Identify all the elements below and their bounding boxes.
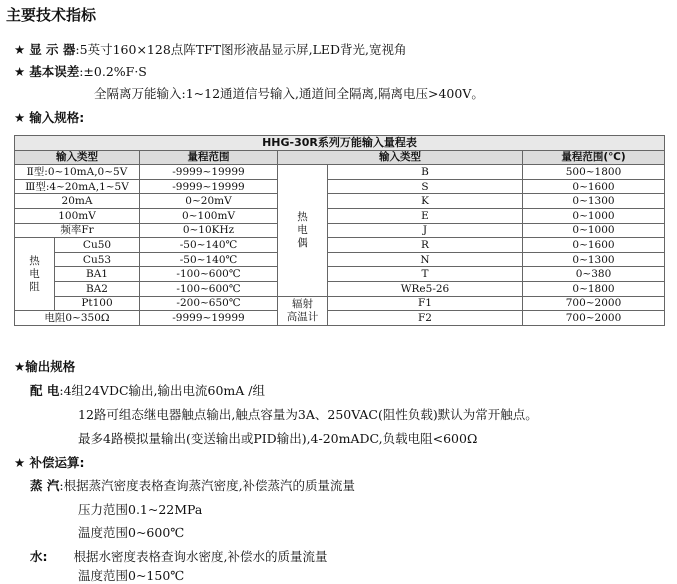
table-cell: 0~380 xyxy=(523,267,665,282)
table-cell: 0~100mV xyxy=(140,208,278,223)
power-line xyxy=(30,381,265,399)
range-table xyxy=(14,135,665,326)
table-row xyxy=(15,136,665,151)
output-heading: ★输出规格 xyxy=(14,359,76,374)
table-cell: 0~20mV xyxy=(140,194,278,209)
input-spec-heading xyxy=(14,108,84,126)
table-row xyxy=(15,194,665,209)
isolation-line: 全隔离万能输入:1~12通道信号输入,通道间全隔离,隔离电压>400V。 xyxy=(94,86,484,101)
table-cell: -9999~19999 xyxy=(140,165,278,180)
display-text: :5英寸160×128点阵TFT图形液晶显示屏,LED背光,宽视角 xyxy=(75,42,407,57)
table-cell: K xyxy=(328,194,523,209)
table-cell: BA1 xyxy=(55,267,140,282)
table-cell: 0~1000 xyxy=(523,208,665,223)
table-row xyxy=(15,252,665,267)
table-cell: 0~1800 xyxy=(523,281,665,296)
compensation-heading: ★ 补偿运算: xyxy=(14,455,85,470)
table-cell: 0~1600 xyxy=(523,179,665,194)
table-cell: 20mA xyxy=(15,194,140,209)
table-row xyxy=(15,238,665,253)
steam-label: 蒸 汽 xyxy=(30,478,60,493)
table-cell: Ⅱ型:0~10mA,0~5V xyxy=(15,165,140,180)
table-row xyxy=(15,223,665,238)
column-header: 量程范围 xyxy=(140,150,278,165)
star-icon: ★ xyxy=(14,42,26,57)
steam-temp: 温度范围0~600℃ xyxy=(78,525,185,540)
table-cell: 700~2000 xyxy=(523,296,665,311)
table-cell: N xyxy=(328,252,523,267)
error-label: 基本误差 xyxy=(29,64,80,79)
table-cell: R xyxy=(328,238,523,253)
table-cell: BA2 xyxy=(55,281,140,296)
table-cell: 0~1600 xyxy=(523,238,665,253)
input-spec-label: 输入规格: xyxy=(29,110,85,125)
water-text: 根据水密度表格查询水密度,补偿水的质量流量 xyxy=(73,549,328,564)
table-cell: -50~140℃ xyxy=(140,252,278,267)
error-line xyxy=(14,62,147,80)
table-row xyxy=(15,311,665,326)
table-row xyxy=(15,208,665,223)
table-cell: -100~600℃ xyxy=(140,267,278,282)
column-header: 量程范围(℃) xyxy=(523,150,665,165)
table-row xyxy=(15,296,665,311)
error-text: :±0.2%F·S xyxy=(79,64,147,79)
table-cell: Pt100 xyxy=(55,296,140,311)
steam-text: :根据蒸汽密度表格查询蒸汽密度,补偿蒸汽的质量流量 xyxy=(59,478,356,493)
table-cell: Ⅲ型:4~20mA,1~5V xyxy=(15,179,140,194)
table-cell: F2 xyxy=(328,311,523,326)
table-cell: 0~1000 xyxy=(523,223,665,238)
table-cell: 700~2000 xyxy=(523,311,665,326)
pyrometer-group-label: 辐射 高温计 xyxy=(278,296,328,325)
table-cell: J xyxy=(328,223,523,238)
water-line xyxy=(30,547,327,565)
table-row xyxy=(15,179,665,194)
table-cell: T xyxy=(328,267,523,282)
table-cell: S xyxy=(328,179,523,194)
steam-line xyxy=(30,476,355,494)
table-cell: 电阻0~350Ω xyxy=(15,311,140,326)
rtd-group-label: 热 电 阻 xyxy=(15,238,55,311)
table-cell: -9999~19999 xyxy=(140,311,278,326)
water-temp: 温度范围0~150℃ xyxy=(78,568,185,583)
table-cell: WRe5-26 xyxy=(328,281,523,296)
table-row xyxy=(15,150,665,165)
analog-line: 最多4路模拟量输出(变送输出或PID输出),4-20mADC,负载电阻<600Ω xyxy=(78,431,478,446)
water-label: 水: xyxy=(30,549,48,564)
table-cell: 0~10KHz xyxy=(140,223,278,238)
table-cell: -50~140℃ xyxy=(140,238,278,253)
table-cell: 频率Fr xyxy=(15,223,140,238)
table-cell: B xyxy=(328,165,523,180)
table-row xyxy=(15,165,665,180)
power-label: 配 电 xyxy=(30,383,60,398)
column-header: 输入类型 xyxy=(278,150,523,165)
table-cell: -100~600℃ xyxy=(140,281,278,296)
table-cell: E xyxy=(328,208,523,223)
star-icon: ★ xyxy=(14,110,26,125)
steam-pressure: 压力范围0.1~22MPa xyxy=(78,502,203,517)
table-cell: Cu50 xyxy=(55,238,140,253)
table-row xyxy=(15,281,665,296)
star-icon: ★ xyxy=(14,64,26,79)
table-title: HHG-30R系列万能输入量程表 xyxy=(15,136,665,151)
relay-line: 12路可组态继电器触点输出,触点容量为3A、250VAC(阻性负载)默认为常开触点。 xyxy=(78,407,538,422)
table-cell: -9999~19999 xyxy=(140,179,278,194)
power-text: :4组24VDC输出,输出电流60mA /组 xyxy=(59,383,265,398)
table-cell: F1 xyxy=(328,296,523,311)
display-line xyxy=(14,40,407,58)
table-row xyxy=(15,267,665,282)
table-cell: 0~1300 xyxy=(523,252,665,267)
table-cell: 100mV xyxy=(15,208,140,223)
table-cell: 0~1300 xyxy=(523,194,665,209)
table-cell: Cu53 xyxy=(55,252,140,267)
page-title: 主要技术指标 xyxy=(6,6,97,24)
thermocouple-group-label: 热 电 偶 xyxy=(278,165,328,296)
display-label: 显 示 器 xyxy=(29,42,76,57)
column-header: 输入类型 xyxy=(15,150,140,165)
table-cell: 500~1800 xyxy=(523,165,665,180)
table-cell: -200~650℃ xyxy=(140,296,278,311)
